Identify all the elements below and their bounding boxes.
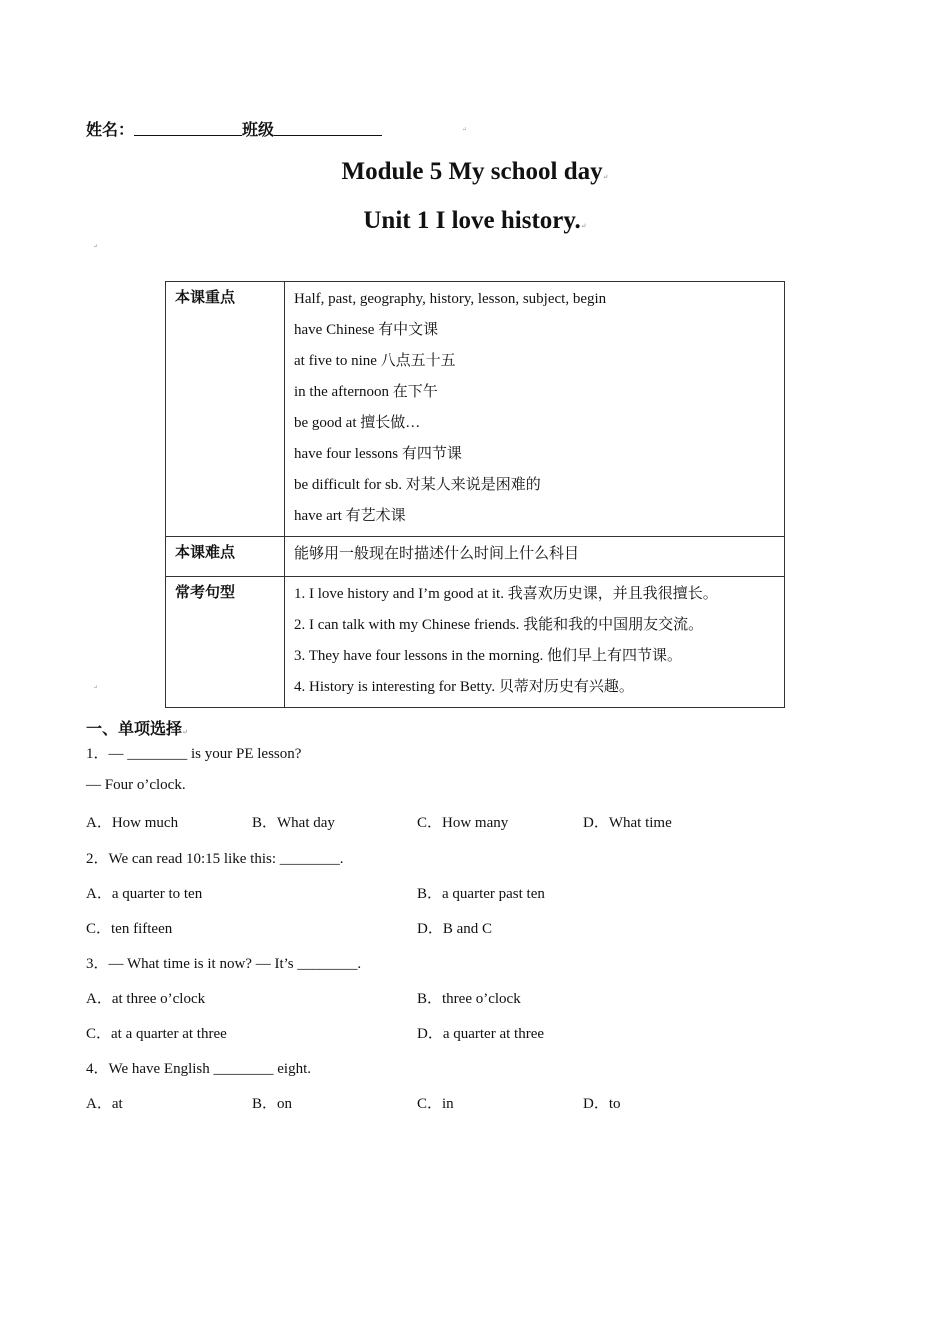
content-line: be difficult for sb. 对某人来说是困难的 bbox=[294, 477, 541, 493]
option-c[interactable]: C．How many bbox=[417, 815, 509, 831]
section-title: 一、单项选择↵ bbox=[86, 721, 188, 738]
question-answer-line: — Four o’clock. bbox=[86, 777, 186, 793]
paragraph-mark: ↵ bbox=[462, 127, 468, 133]
option-d[interactable]: D．a quarter at three bbox=[417, 1026, 545, 1042]
option-c[interactable]: C．in bbox=[417, 1096, 454, 1112]
name-label: 姓名： bbox=[86, 122, 135, 139]
content-line: be good at 擅长做… bbox=[294, 415, 421, 431]
table-row bbox=[166, 537, 785, 577]
question-stem: 3．— What time is it now? — It’s ________. bbox=[86, 956, 362, 972]
row-content bbox=[285, 577, 785, 708]
content-line: 3. They have four lessons in the morning. 他们早上有四节课。 bbox=[294, 648, 683, 664]
table-row bbox=[166, 577, 785, 708]
question-stem: 2．We can read 10:15 like this: ________. bbox=[86, 851, 344, 867]
content-line: 2. I can talk with my Chinese friends. 我能和我的中国朋友交流。 bbox=[294, 617, 704, 633]
content-line: have art 有艺术课 bbox=[294, 508, 406, 524]
class-blank[interactable] bbox=[274, 121, 382, 136]
option-d[interactable]: D．B and C bbox=[417, 921, 493, 937]
row-label: 本课重点 bbox=[166, 282, 285, 537]
option-c[interactable]: C．ten fifteen bbox=[86, 921, 173, 937]
name-class-line bbox=[86, 117, 382, 140]
content-line: 4. History is interesting for Betty. 贝蒂对历史有兴趣。 bbox=[294, 679, 634, 695]
content-line: have Chinese 有中文课 bbox=[294, 322, 439, 338]
module-title: Module 5 My school day↵ bbox=[341, 158, 609, 185]
paragraph-mark: ↵ bbox=[93, 244, 99, 250]
paragraph-mark: ↵ bbox=[93, 685, 99, 691]
option-b[interactable]: B．a quarter past ten bbox=[417, 886, 545, 902]
option-a[interactable]: A．at bbox=[86, 1096, 123, 1112]
option-b[interactable]: B．What day bbox=[252, 815, 335, 831]
content-line: at five to nine 八点五十五 bbox=[294, 353, 456, 369]
lesson-key-points-table bbox=[165, 281, 785, 708]
option-a[interactable]: A．at three o’clock bbox=[86, 991, 206, 1007]
name-blank[interactable] bbox=[134, 121, 242, 136]
option-a[interactable]: A．How much bbox=[86, 815, 179, 831]
option-d[interactable]: D．to bbox=[583, 1096, 621, 1112]
question-stem: 4．We have English ________ eight. bbox=[86, 1061, 312, 1077]
option-d[interactable]: D．What time bbox=[583, 815, 672, 831]
unit-title: Unit 1 I love history.↵ bbox=[363, 207, 587, 234]
option-c[interactable]: C．at a quarter at three bbox=[86, 1026, 227, 1042]
question-stem: 1．— ________ is your PE lesson? bbox=[86, 746, 302, 762]
option-b[interactable]: B．three o’clock bbox=[417, 991, 521, 1007]
table-row bbox=[166, 282, 785, 537]
content-line: 1. I love history and I’m good at it. 我喜欢历史课，并且我很擅长。 bbox=[294, 586, 718, 602]
content-line: in the afternoon 在下午 bbox=[294, 384, 438, 400]
class-label: 班级 bbox=[242, 122, 275, 139]
row-label: 本课难点 bbox=[166, 537, 285, 577]
content-line: have four lessons 有四节课 bbox=[294, 446, 462, 462]
row-content bbox=[285, 537, 785, 577]
content-line: 能够用一般现在时描述什么时间上什么科目 bbox=[294, 546, 580, 562]
option-b[interactable]: B．on bbox=[252, 1096, 293, 1112]
row-label: 常考句型 bbox=[166, 577, 285, 708]
content-line: Half, past, geography, history, lesson, subject, begin bbox=[294, 291, 607, 307]
option-a[interactable]: A．a quarter to ten bbox=[86, 886, 203, 902]
row-content bbox=[285, 282, 785, 537]
